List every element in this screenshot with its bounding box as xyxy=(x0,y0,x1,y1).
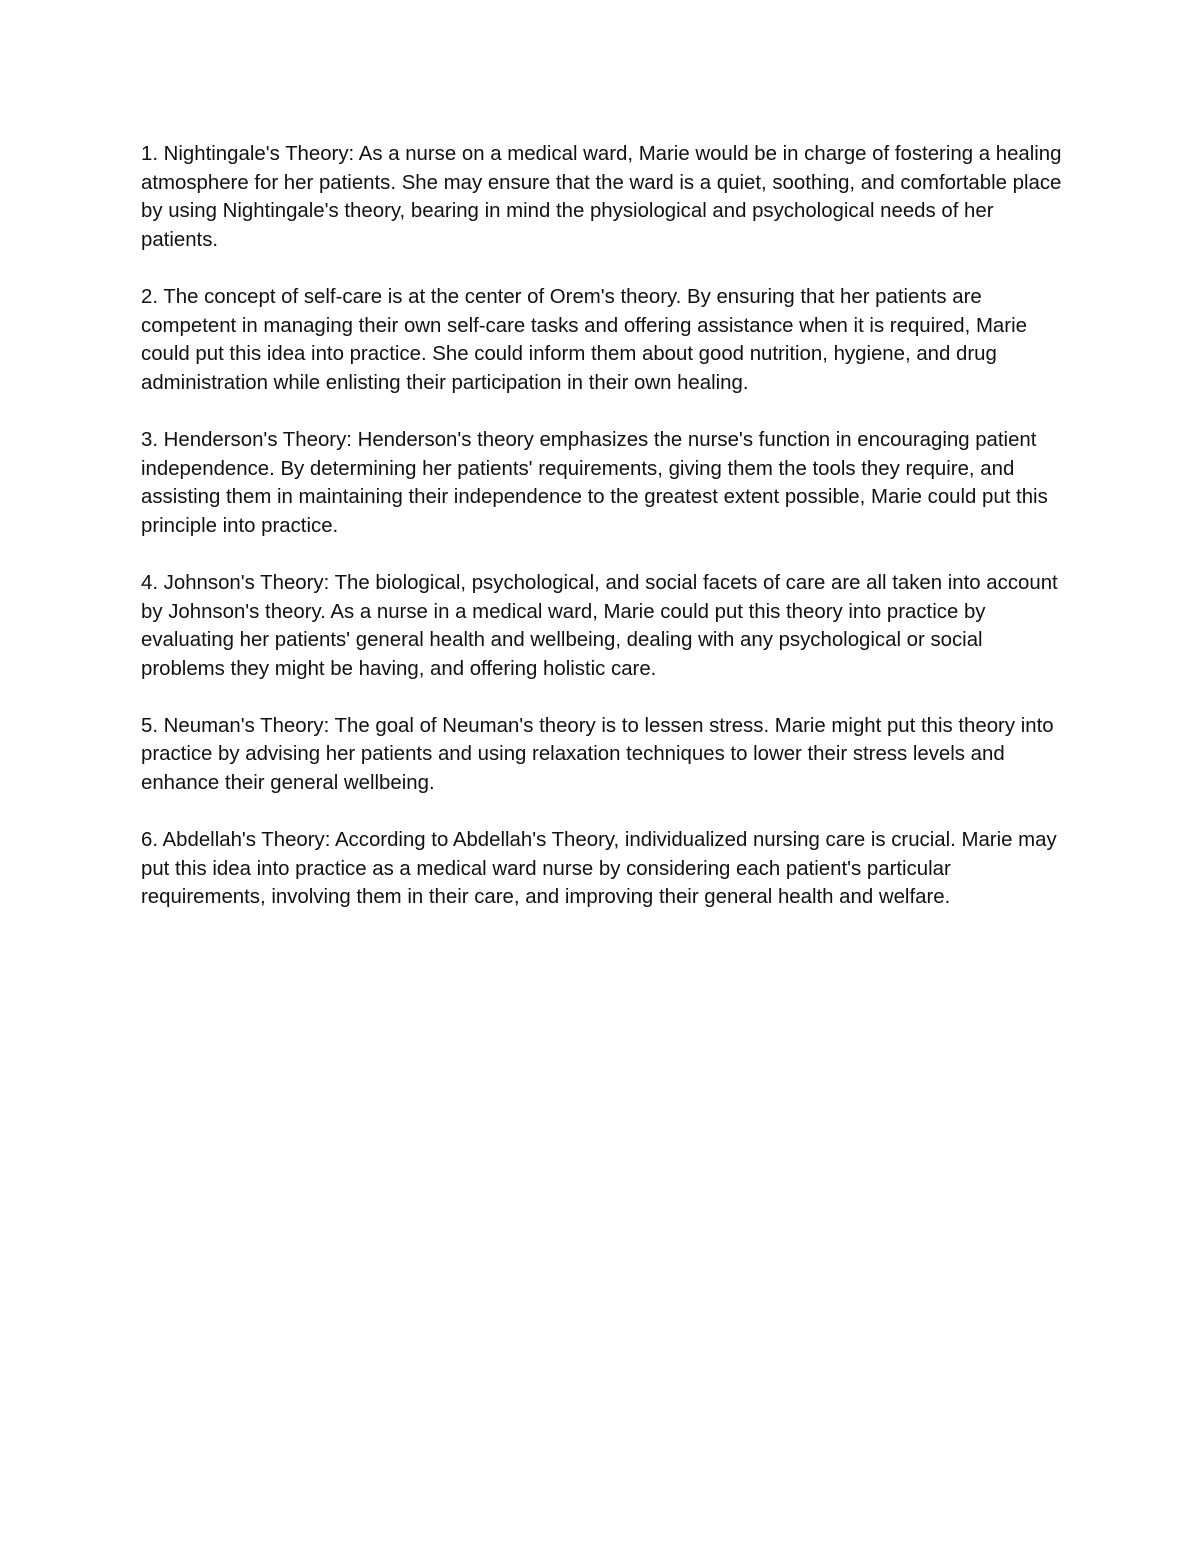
paragraph-neuman-theory: 5. Neuman's Theory: The goal of Neuman's theory is to lessen stress. Marie might put this theory into practice by advising her patients and using relaxation techniques to lower their stress levels and enhance their general wellbeing. xyxy=(141,714,1054,795)
paragraph-abdellah-theory: 6. Abdellah's Theory: According to Abdellah's Theory, individualized nursing care is crucial. Marie may put this idea into practice as a medical ward nurse by considering each patient's particular requirements, involving them in their care, and improving their general health and welfare. xyxy=(141,829,1057,909)
paragraph-orem-theory: 2. The concept of self-care is at the center of Orem's theory. By ensuring that her patients are competent in managing their own self-care tasks and offering assistance when it is required, Marie could put this idea into practice. She could inform them about good nutrition, hygiene, and drug administration while enlisting their participation in their own healing. xyxy=(141,285,1027,394)
paragraph-nightingale-theory: 1. Nightingale's Theory: As a nurse on a medical ward, Marie would be in charge of fostering a healing atmosphere for her patients. She may ensure that the ward is a quiet, soothing, and comfortable place by using Nightingale's theory, bearing in mind the physiological and psychological needs of her patients. xyxy=(141,143,1062,251)
paragraph-henderson-theory: 3. Henderson's Theory: Henderson's theory emphasizes the nurse's function in encouraging patient independence. By determining her patients' requirements, giving them the tools they require, and assisting them in maintaining their independence to the greatest extent possible, Marie could put this principle into practice. xyxy=(141,428,1048,537)
document-body xyxy=(141,140,1071,941)
paragraph-johnson-theory: 4. Johnson's Theory: The biological, psychological, and social facets of care are all taken into account by Johnson's theory. As a nurse in a medical ward, Marie could put this theory into practice by evaluating her patients' general health and wellbeing, dealing with any psychological or social problems they might be having, and offering holistic care. xyxy=(141,571,1058,680)
